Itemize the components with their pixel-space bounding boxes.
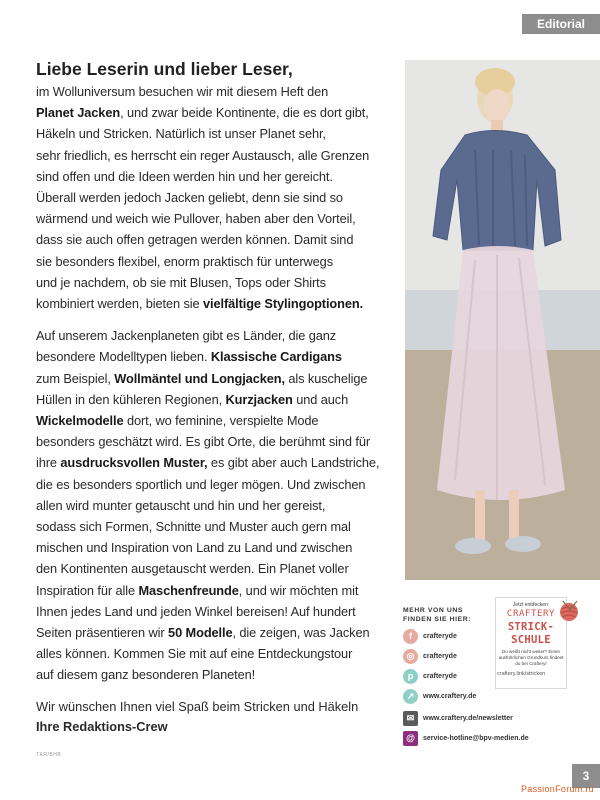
headline: Liebe Leserin und lieber Leser, <box>36 59 293 79</box>
badge-title-line3: SCHULE <box>511 634 551 646</box>
text-line <box>36 208 404 229</box>
text-segment: wärmend und weich wie Pullover, haben aber den Vorteil, <box>36 211 356 227</box>
instagram-icon: ◎ <box>403 649 418 664</box>
text-segment: allen wird munter getauscht und hin und her gereist, <box>36 497 326 513</box>
text-segment: , und zwar beide Kontinente, die es dort gibt, <box>120 105 369 121</box>
sign-off-signature: Ihre Redaktions-Crew <box>36 718 168 734</box>
pinterest-icon: p <box>403 669 418 684</box>
text-segment: zum Beispiel, <box>36 370 115 386</box>
text-segment: sind offen und die Ideen werden hin und her gereicht. <box>36 168 333 184</box>
text-segment: es gibt aber auch Landstriche, <box>207 455 380 471</box>
text-segment: und je nachdem, ob sie mit Blusen, Tops oder Shirts <box>36 274 326 290</box>
text-line <box>36 368 404 389</box>
emphasis-text: 50 Modelle <box>168 625 233 641</box>
social-item-facebook[interactable]: f crafteryde <box>403 628 457 644</box>
text-segment: sehr friedlich, es herrscht ein reger Austausch, alle Grenzen <box>36 147 370 163</box>
newsletter-icon: ✉ <box>403 711 418 726</box>
text-line <box>36 474 404 495</box>
text-line <box>36 389 404 410</box>
social-heading: MEHR VON UNS FINDEN SIE HIER: <box>403 607 472 623</box>
badge-title-line2: STRICK- <box>507 621 555 633</box>
text-line <box>36 452 404 473</box>
email-icon: @ <box>403 731 418 746</box>
text-line <box>36 495 404 516</box>
text-segment: sie besonders flexibel, enorm praktisch für unterwegs <box>36 253 333 269</box>
text-segment: besonders geschätzt wird. Es gibt Orte, die berühmt sind für <box>36 434 370 450</box>
photo-credit: TKR/BHB <box>36 752 62 758</box>
text-segment: Hüllen in den kühleren Regionen, <box>36 391 226 407</box>
badge-title-brand: CRAFTERY <box>506 609 556 619</box>
text-line <box>36 346 404 367</box>
emphasis-text: Wickelmodelle <box>36 413 124 429</box>
text-line <box>36 251 404 272</box>
section-label: Editorial <box>522 14 600 34</box>
text-segment: ihre <box>36 455 61 471</box>
text-segment: Ihnen jedes Land und jeden Winkel bereisen! Auf hundert <box>36 603 356 619</box>
text-line <box>36 601 404 622</box>
text-segment: sodass sich Formen, Schnitte und Muster auch gern mal <box>36 519 351 535</box>
text-line <box>36 558 404 579</box>
text-line <box>36 325 404 346</box>
text-segment: Überall werden jedoch Jacken geliebt, denn sie sind so <box>36 190 343 206</box>
text-segment: kombiniert werden, bieten sie <box>36 296 204 312</box>
social-item-instagram[interactable]: ◎ crafteryde <box>403 648 457 664</box>
emphasis-text: Klassische Cardigans <box>210 349 342 365</box>
text-line <box>36 293 404 314</box>
text-line <box>36 516 404 537</box>
text-line <box>36 123 404 144</box>
emphasis-text: Kurzjacken <box>225 391 293 407</box>
text-line <box>36 229 404 250</box>
watermark: PassionForum.ru <box>520 784 594 794</box>
text-line <box>36 410 404 431</box>
text-line <box>36 102 404 123</box>
badge-body: Du weißt nicht weiter? Einen ausführlichen Grundkurs findest du bei Craftery! <box>498 649 564 666</box>
social-item-newsletter[interactable]: ✉ www.craftery.de/newsletter <box>403 710 513 726</box>
badge-url[interactable]: craftery.link/stricken <box>497 671 546 677</box>
text-line <box>36 145 404 166</box>
paragraph-1 <box>36 81 404 314</box>
text-line <box>36 431 404 452</box>
emphasis-text: ausdrucksvollen Muster, <box>60 455 208 471</box>
text-segment: auf diesem ganz besonderen Planeten! <box>36 667 256 683</box>
social-item-email[interactable]: @ service-hotline@bpv-medien.de <box>403 730 529 746</box>
text-segment: als kuschelige <box>284 370 368 386</box>
social-item-website[interactable]: ↗ www.craftery.de <box>403 688 476 704</box>
text-line <box>36 272 404 293</box>
sign-off-wish: Wir wünschen Ihnen viel Spaß beim Stricken und Häkeln <box>36 698 359 714</box>
social-item-pinterest[interactable]: p crafteryde <box>403 668 457 684</box>
text-segment: alles können. Kommen Sie mit auf eine Entdeckungstour <box>36 646 353 662</box>
text-line <box>36 187 404 208</box>
text-segment: besondere Modelltypen lieben. <box>36 349 211 365</box>
sign-off <box>36 697 404 737</box>
text-segment: Häkeln und Stricken. Natürlich ist unser Planet sehr, <box>36 126 326 142</box>
website-icon: ↗ <box>403 689 418 704</box>
page-number: 3 <box>572 764 600 788</box>
paragraph-2 <box>36 325 404 685</box>
text-line <box>36 166 404 187</box>
text-segment: Auf unserem Jackenplaneten gibt es Länder, die ganz <box>36 328 337 344</box>
text-segment: , und wir möchten mit <box>238 582 359 598</box>
text-segment: dass sie auch offen getragen werden können. Damit sind <box>36 232 354 248</box>
model-illustration <box>405 60 600 580</box>
text-segment: mischen und Inspiration von Land zu Land und zwischen <box>36 540 353 556</box>
emphasis-text: Maschenfreunde <box>138 582 239 598</box>
cover-photo <box>405 60 600 580</box>
text-segment: Inspiration für alle <box>36 582 139 598</box>
yarn-ball-icon <box>557 599 581 623</box>
text-line <box>36 622 404 643</box>
editorial-text <box>36 58 404 737</box>
text-line <box>36 580 404 601</box>
text-segment: dort, wo feminine, verspielte Mode <box>123 413 319 429</box>
text-segment: den Kontinenten ausgetauscht werden. Ein Planet voller <box>36 561 349 577</box>
text-segment: , die zeigen, was Jacken <box>232 625 370 641</box>
text-line <box>36 537 404 558</box>
text-segment: Seiten präsentieren wir <box>36 625 169 641</box>
facebook-icon: f <box>403 629 418 644</box>
emphasis-text: Wollmäntel und Longjacken, <box>114 370 285 386</box>
text-line <box>36 664 404 685</box>
strickschule-badge[interactable] <box>495 597 595 697</box>
text-segment: im Wolluniversum besuchen wir mit diesem Heft den <box>36 84 329 99</box>
text-line <box>36 643 404 664</box>
text-segment: die es besonders sportlich und leger mögen. Und zwischen <box>36 476 366 492</box>
emphasis-text: Planet Jacken <box>36 105 121 121</box>
emphasis-text: vielfältige Stylingoptionen. <box>203 296 364 312</box>
text-segment: und auch <box>292 391 349 407</box>
badge-kicker: Jetzt entdecken: <box>512 602 550 608</box>
text-line <box>36 81 404 102</box>
